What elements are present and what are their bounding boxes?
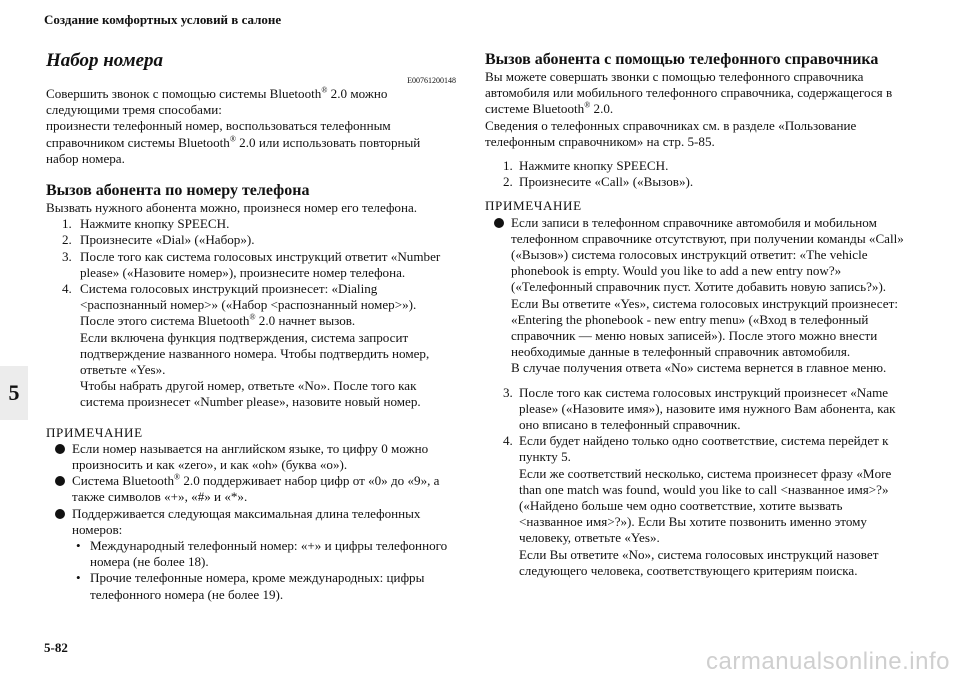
- bullet-icon: [55, 476, 65, 486]
- step-item: 2. Произнесите «Call» («Вызов»).: [503, 174, 694, 190]
- note-item: Поддерживается следующая максимальная длина телефонных номеров:: [46, 506, 456, 538]
- step-item: 2. Произнесите «Dial» («Набор»).: [62, 232, 255, 248]
- section-title-phonebook: Вызов абонента с помощью телефонного справочника: [485, 51, 879, 68]
- phonebook-steps-continued: [485, 385, 905, 579]
- doc-code: E00761200148: [407, 76, 456, 85]
- subnote-item: • Международный телефонный номер: «+» и цифры телефонного номера (не более 18).: [76, 538, 448, 570]
- chapter-tab: 5: [0, 366, 28, 420]
- step-item: 1. Нажмите кнопку SPEECH.: [62, 216, 230, 232]
- section-title-call-by-number: Вызов абонента по номеру телефона: [46, 182, 310, 200]
- bullet-icon: [55, 509, 65, 519]
- bullet-icon: [494, 218, 504, 228]
- intro-paragraph: Совершить звонок с помощью системы Bluetooth® 2.0 можно следующими тремя способами: произнести телефонный номер, воспользоваться телефонным справочником системы Bluetooth® 2.0 или использовать повторный набор номера.: [46, 85, 421, 166]
- note-item: Если записи в телефонном справочнике автомобиля и мобильном телефонном справочнике отсутствуют, при получении команды «Call» («Вызов») система голосовых инструкций ответит: «The vehicle phonebook is empty. Would you like to add a new entry now?» («Телефонный справочник пуст. Хотите добавить новую запись?»). Если Вы ответите «Yes», система голосовых инструкций произнесет: «Entering the phonebook - new entry menu» («Вход в телефонный справочник — меню новых записей»). После этого можно внести необходимые данные в телефонный справочник автомобиля. В случае получения ответа «No» система вернется в главное меню.: [485, 215, 905, 377]
- step-item: 3. После того как система голосовых инструкций произнесет «Name please» («Назовите имя»), назовите имя нужного Вам абонента, как оно вписано в телефонный справочник.: [503, 384, 896, 433]
- note-title: ПРИМЕЧАНИЕ: [485, 198, 582, 214]
- phonebook-intro: Вы можете совершать звонки с помощью телефонного справочника автомобиля или мобильного телефонного справочника, содержащегося в системе Bluetooth® 2.0. Сведения о телефонных справочниках см. в разделе «Пользование телефонным справочником» на стр. 5-85.: [485, 69, 893, 149]
- title-dial-number: Набор номера: [46, 50, 164, 71]
- note-title: ПРИМЕЧАНИЕ: [46, 424, 143, 440]
- step-item: 4. Если будет найдено только одно соответствие, система перейдет к пункту 5. Если же соответствий несколько, система произнесет фразу «More than one match was found, would you like to call <названное имя>?» («Найдено больше чем одно соответствие, хотите вызвать <названное имя>?»). Если Вы хотите позвонить именно этому человеку, ответьте «Yes». Если Вы ответите «No», система голосовых инструкций назовет следующего человека, соответствующего критериям поиска.: [503, 433, 892, 578]
- note-item: Если номер называется на английском языке, то цифру 0 можно произносить и как «zero», и как «oh» (буква «o»).: [46, 441, 456, 473]
- page-header: Создание комфортных условий в салоне: [44, 12, 282, 27]
- step-item: 3. После того как система голосовых инструкций ответит «Number please» («Назовите номер»), произнесите номер телефона.: [62, 248, 441, 280]
- subnote-item: • Прочие телефонные номера, кроме международных: цифры телефонного номера (не более 19).: [76, 570, 425, 602]
- bullet-icon: [55, 444, 65, 454]
- phonebook-steps: [485, 158, 905, 190]
- section-intro: Вызвать нужного абонента можно, произнеся номер его телефона.: [46, 200, 418, 216]
- steps-list: [46, 216, 456, 410]
- page-number: 5-82: [44, 640, 68, 655]
- watermark: carmanualsonline.info: [706, 648, 950, 675]
- right-column: [485, 50, 905, 579]
- left-column: [46, 50, 456, 603]
- note-item: Система Bluetooth® 2.0 поддерживает набор цифр от «0» до «9», а также символов «+», «#» и «*».: [46, 473, 456, 505]
- step-item: 1. Нажмите кнопку SPEECH.: [503, 158, 669, 174]
- step-item: 4. Система голосовых инструкций произнесет: «Dialing <распознанный номер>» («Набор <распознанный номер>»). После этого система Bluetooth® 2.0 начнет вызов. Если включена функция подтверждения, система запросит подтверждение названного номера. Чтобы подтвердить номер, ответьте «Yes». Чтобы набрать другой номер, ответьте «No». После того как система произнесет «Number please», назовите новый номер.: [62, 281, 430, 410]
